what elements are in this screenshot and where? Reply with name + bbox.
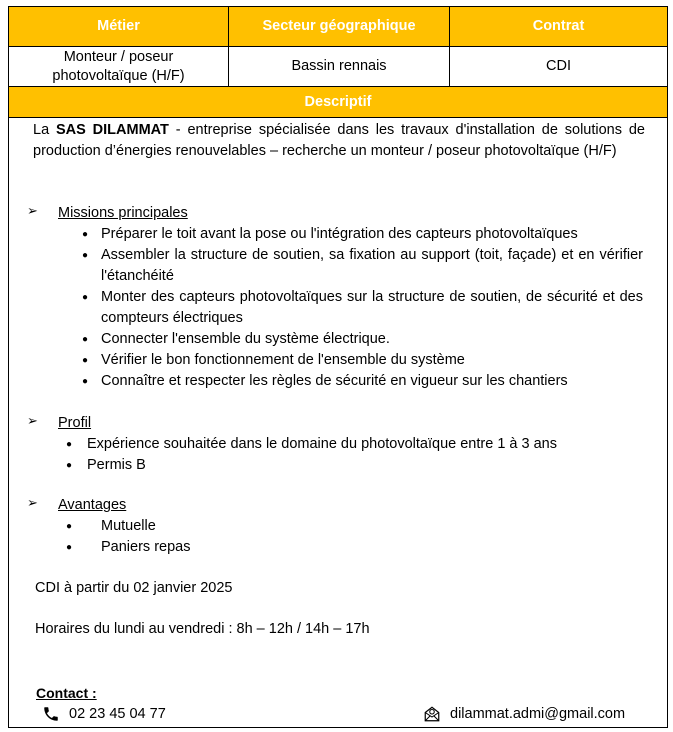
table-data-row (9, 47, 667, 87)
working-hours: Horaires du lundi au vendredi : 8h – 12h / 14h – 17h (35, 621, 370, 637)
profil-list (66, 434, 557, 476)
list-item-text: Vérifier le bon fonctionnement de l'ensemble du système (101, 352, 465, 368)
bullet-icon: ● (82, 355, 89, 366)
avantages-title: Avantages (58, 497, 127, 513)
missions-title: Missions principales (58, 205, 188, 221)
bullet-icon: ● (82, 292, 89, 303)
table-header-row (9, 7, 667, 47)
contact-email[interactable] (423, 705, 625, 723)
intro-text: - entreprise spécialisée dans les travaux d'installation de solutions de production d’énergies renouvelables – recherche un monteur / poseur photovoltaïque (H/F) (33, 122, 645, 159)
list-item (82, 329, 643, 350)
bullet-icon: ● (82, 334, 89, 345)
list-item (66, 455, 557, 476)
company-name: SAS DILAMMAT (56, 122, 169, 138)
list-item-text: Paniers repas (101, 539, 191, 555)
bullet-icon: ● (82, 376, 89, 387)
arrow-bullet-icon: ➢ (27, 413, 38, 428)
list-item (82, 371, 643, 392)
list-item (82, 224, 643, 245)
list-item-text: Expérience souhaitée dans le domaine du photovoltaïque entre 1 à 3 ans (87, 436, 557, 452)
descriptif-body (9, 118, 667, 727)
header-metier: Métier (9, 7, 229, 46)
list-item-text: Permis B (87, 457, 146, 473)
missions-list (82, 224, 643, 392)
list-item-text: Connaître et respecter les règles de sécurité en vigueur sur les chantiers (101, 373, 568, 389)
bullet-icon: ● (82, 229, 89, 240)
list-item (82, 350, 643, 371)
contact-label: Contact : (36, 685, 97, 701)
phone-number[interactable]: 02 23 45 04 77 (69, 706, 166, 722)
avantages-list (66, 516, 191, 558)
list-item (82, 245, 643, 287)
list-item (66, 537, 191, 558)
bullet-icon: ● (66, 460, 73, 471)
intro-paragraph (33, 120, 645, 162)
arrow-bullet-icon: ➢ (27, 495, 38, 510)
list-item-text: Monter des capteurs photovoltaïques sur la structure de soutien, de sécurité et des compteurs électriques (101, 289, 643, 326)
arrow-bullet-icon: ➢ (27, 203, 38, 218)
descriptif-header-row (9, 87, 667, 118)
phone-icon (42, 705, 60, 723)
secteur-value: Bassin rennais (229, 47, 450, 86)
bullet-icon: ● (66, 439, 73, 450)
metier-text: Monteur / poseur photovoltaïque (H/F) (52, 48, 185, 84)
metier-value (9, 47, 229, 86)
email-icon (423, 705, 441, 723)
header-contrat: Contrat (532, 18, 585, 34)
contact-phone[interactable] (42, 705, 166, 723)
list-item (66, 434, 557, 455)
bullet-icon: ● (66, 542, 73, 553)
list-item-text: Préparer le toit avant la pose ou l'intégration des capteurs photovoltaïques (101, 226, 578, 242)
list-item-text: Connecter l'ensemble du système électrique. (101, 331, 390, 347)
job-offer-table (8, 6, 668, 728)
bullet-icon: ● (66, 521, 73, 532)
intro-prefix: La (33, 122, 56, 138)
list-item (82, 287, 643, 329)
descriptif-header: Descriptif (304, 93, 372, 110)
contrat-value: CDI (546, 58, 571, 74)
list-item-text: Mutuelle (101, 518, 156, 534)
profil-title: Profil (58, 415, 92, 431)
email-address[interactable]: dilammat.admi@gmail.com (450, 706, 626, 722)
list-item-text: Assembler la structure de soutien, sa fixation au support (toit, façade) et en vérifier l'étanchéité (101, 247, 643, 284)
list-item (66, 516, 190, 537)
start-date: CDI à partir du 02 janvier 2025 (35, 580, 233, 596)
header-secteur: Secteur géographique (229, 7, 450, 46)
bullet-icon: ● (82, 250, 89, 261)
